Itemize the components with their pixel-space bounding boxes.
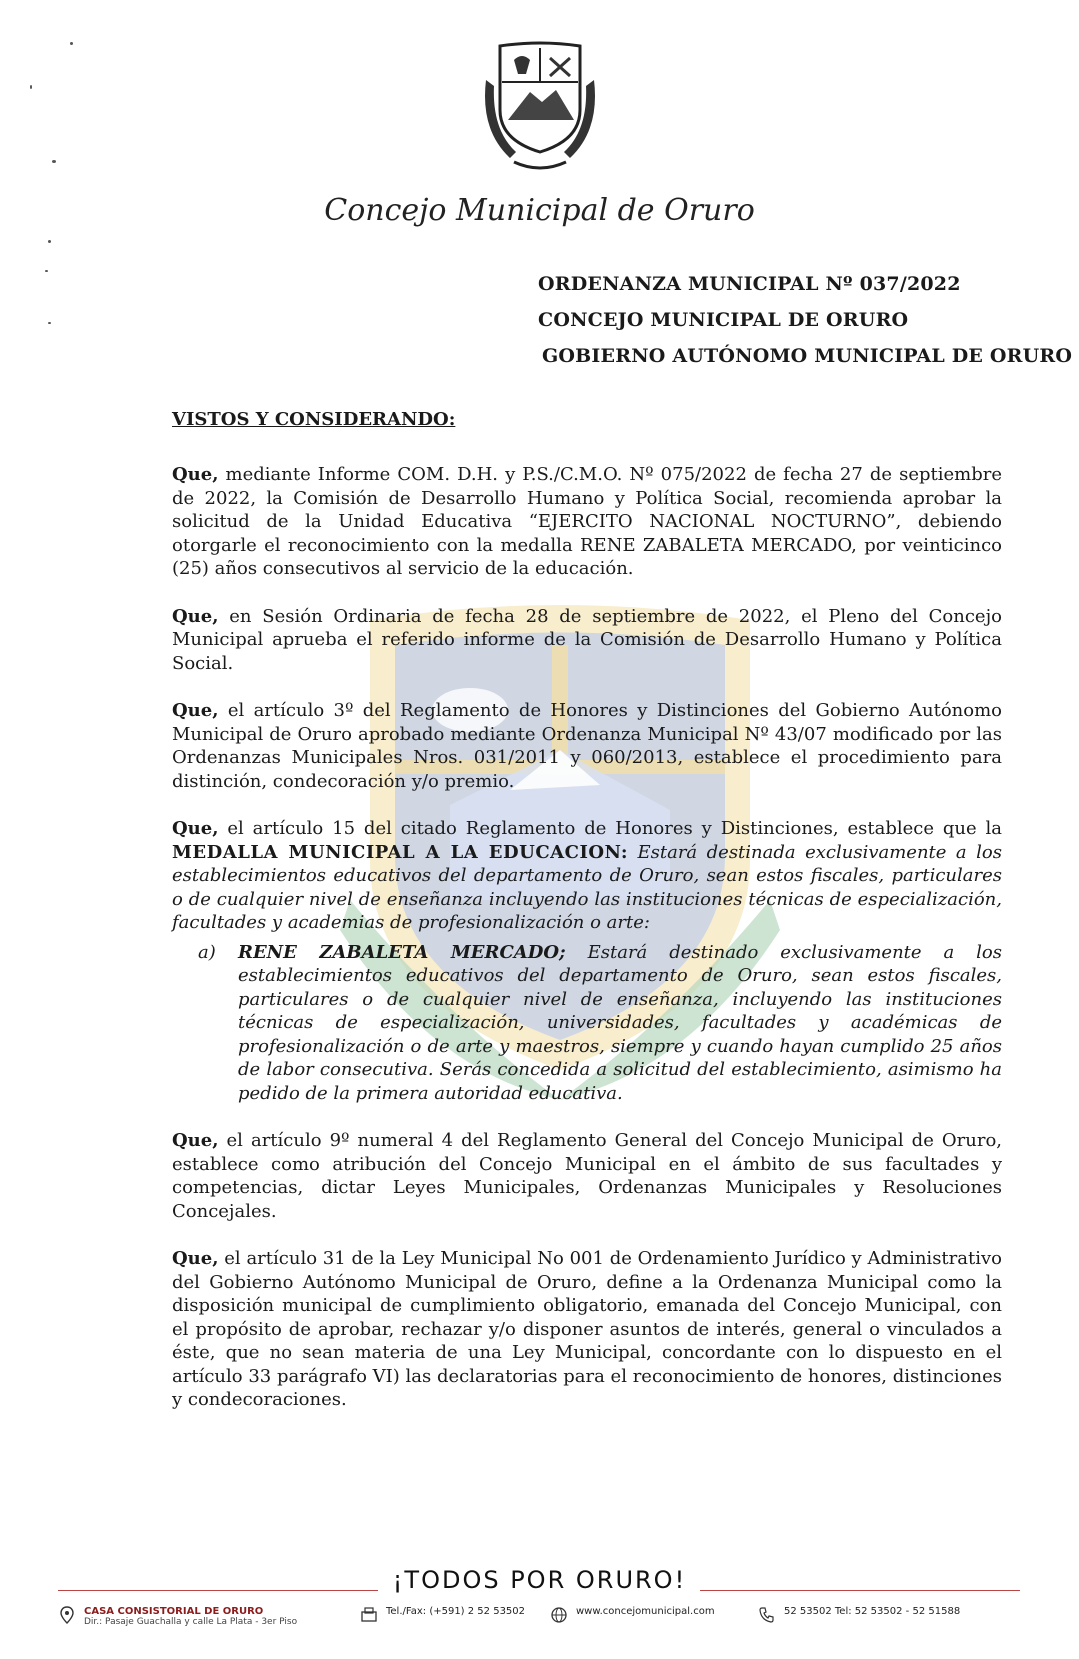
government-title: GOBIERNO AUTÓNOMO MUNICIPAL DE ORURO [542, 345, 1073, 367]
list-item-a: a) RENE ZABALETA MERCADO; Estará destinado exclusivamente a los establecimientos educativos del departamento de Oruro, sean estos fiscales, particulares o de cualquier nivel de enseñanza, incluyendo las instituciones técnicas de especialización, universidades, facultades y académicas de profesionalización o de arte y maestros, siempre y cuando hayan cumplido 25 años de labor consecutiva. Serás concedida a solicitud del establecimiento, asimismo ha pedido de la primera autoridad educativa. [198, 941, 1002, 1104]
ordinance-header [538, 266, 1072, 374]
paragraph-2: Que, en Sesión Ordinaria de fecha 28 de septiembre de 2022, el Pleno del Concejo Municipal aprueba el referido informe de la Comisión de Desarrollo Humano y Política Social. [172, 605, 1002, 674]
scan-speck [48, 322, 51, 324]
scan-speck [52, 160, 56, 163]
footer [58, 1606, 1038, 1642]
document-body [172, 463, 1002, 1436]
footer-phones: 52 53502 Tel: 52 53502 - 52 51588 [758, 1606, 960, 1624]
footer-website[interactable]: www.concejomunicipal.com [550, 1606, 715, 1624]
paragraph-1: Que, mediante Informe COM. D.H. y P.S./C.M.O. Nº 075/2022 de fecha 27 de septiembre de 2022, la Comisión de Desarrollo Humano y Política Social, recomienda aprobar la solicitud de la Unidad Educativa “EJERCITO NACIONAL NOCTURNO”, debiendo otorgarle el reconocimiento con la medalla RENE ZABALETA MERCADO, por veinticinco (25) años consecutivos al servicio de la educación. [172, 464, 1002, 579]
section-heading: VISTOS Y CONSIDERANDO: [172, 409, 456, 430]
council-name: Concejo Municipal de Oruro [324, 193, 755, 228]
slogan: ¡TODOS POR ORURO! [392, 1566, 687, 1594]
scan-speck [48, 240, 51, 243]
municipal-crest-icon [470, 40, 610, 180]
phone-icon [758, 1606, 776, 1624]
footer-fax: Tel./Fax: (+591) 2 52 53502 [360, 1606, 525, 1624]
paragraph-3: Que, el artículo 3º del Reglamento de Honores y Distinciones del Gobierno Autónomo Municipal de Oruro aprobado mediante Ordenanza Municipal Nº 43/07 modificado por las Ordenanzas Municipales Nros. 031/2011 y 060/2013, establece el procedimiento para distinción, condecoración y/o premio. [172, 700, 1002, 792]
scan-speck [70, 42, 73, 45]
scan-speck [45, 270, 48, 272]
paragraph-4: Que, el artículo 15 del citado Reglamento de Honores y Distinciones, establece que la MEDALLA MUNICIPAL A LA EDUCACION: Estará destinada exclusivamente a los establecimientos educativos del departamento de Oruro, sean estos fiscales, particulares o de cualquier nivel de enseñanza incluyendo las instituciones técnicas de especialización, facultades y academias de profesionalización o arte: [172, 818, 1002, 933]
council-title: CONCEJO MUNICIPAL DE ORURO [538, 309, 909, 331]
fax-icon [360, 1606, 378, 1624]
medal-title: MEDALLA MUNICIPAL A LA EDUCACION: [172, 841, 628, 863]
footer-address: CASA CONSISTORIAL DE ORURO Dir.: Pasaje Guachalla y calle La Plata - 3er Piso [58, 1606, 297, 1627]
paragraph-6: Que, el artículo 31 de la Ley Municipal No 001 de Ordenamiento Jurídico y Administrativo del Gobierno Autónomo Municipal de Oruro, define a la Ordenanza Municipal como la disposición municipal de cumplimiento obligatorio, emanada del Concejo Municipal, con el propósito de aprobar, rechazar y/o disponer asuntos de interés, general o vinculados a éste, que no sean materia de una Ley Municipal, concordante con lo dispuesto en el artículo 33 parágrafo VI) las declaratorias para el reconocimiento de honores, distinciones y condecoraciones. [172, 1248, 1002, 1410]
ordinance-number: ORDENANZA MUNICIPAL Nº 037/2022 [538, 273, 961, 295]
location-pin-icon [58, 1606, 76, 1624]
paragraph-5: Que, el artículo 9º numeral 4 del Reglamento General del Concejo Municipal de Oruro, establece como atribución del Concejo Municipal en el ámbito de sus facultades y competencias, dictar Leyes Municipales, Ordenanzas Municipales y Resoluciones Concejales. [172, 1130, 1002, 1222]
globe-icon [550, 1606, 568, 1624]
scan-speck [30, 85, 32, 89]
